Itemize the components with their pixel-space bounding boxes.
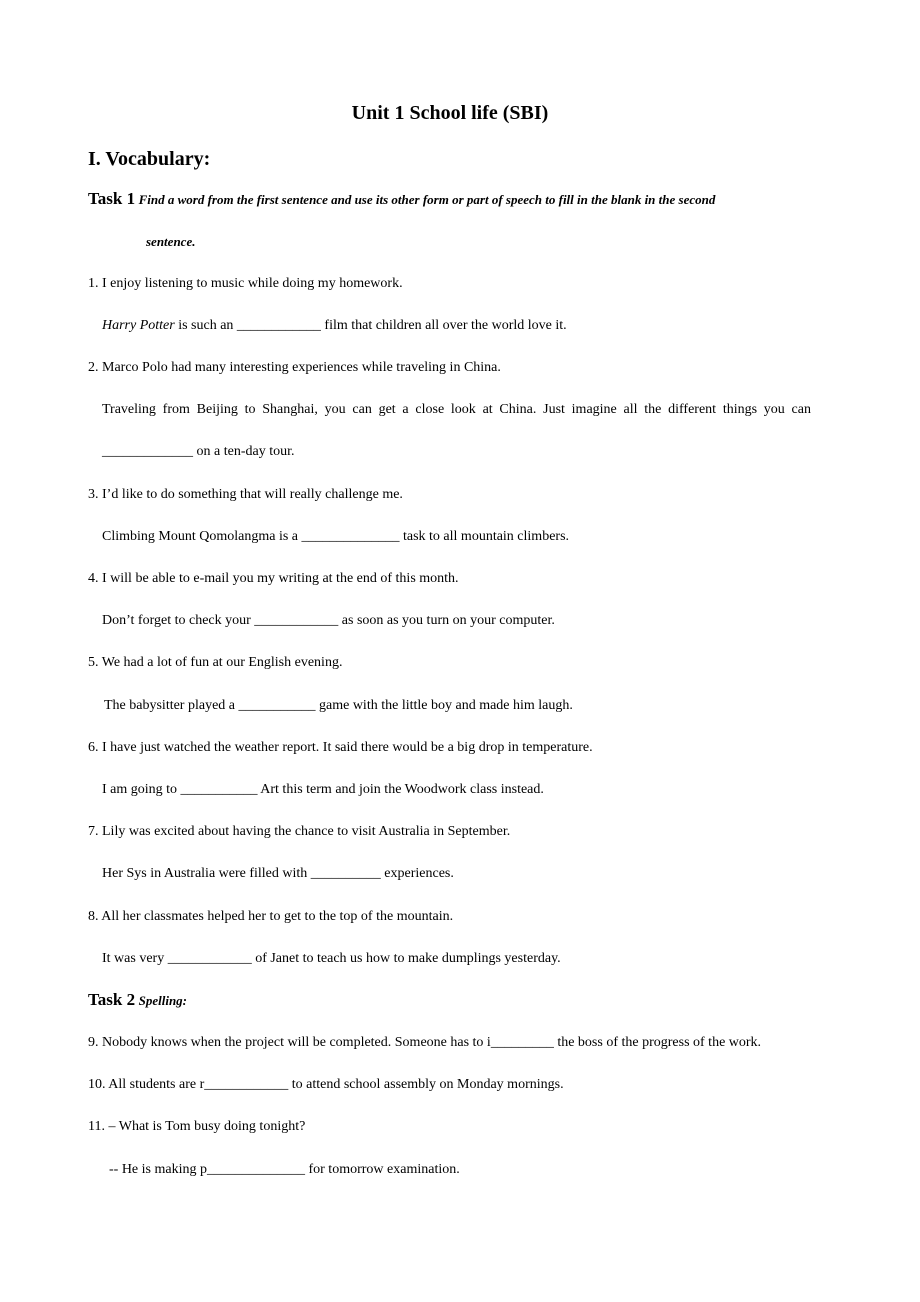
task1-label: Task 1 <box>88 189 136 208</box>
question-11-question: 11. – What is Tom busy doing tonight? <box>88 1119 306 1134</box>
question-8-blank: It was very ____________ of Janet to teach us how to make dumplings yesterday. <box>102 951 561 966</box>
question-3-blank: Climbing Mount Qomolangma is a ______________ task to all mountain climbers. <box>102 529 570 544</box>
task2-instruction <box>88 991 187 1011</box>
question-2-blank-cont: _____________ on a ten-day tour. <box>102 444 295 459</box>
question-10: 10. All students are r____________ to attend school assembly on Monday mornings. <box>88 1077 564 1092</box>
question-11-answer: -- He is making p______________ for tomorrow examination. <box>109 1162 460 1177</box>
question-6-blank: I am going to ___________ Art this term and join the Woodwork class instead. <box>102 782 544 797</box>
page-title: Unit 1 School life (SBI) <box>351 102 549 124</box>
section-heading: I. Vocabulary: <box>88 148 211 170</box>
question-4-blank: Don’t forget to check your ____________ as soon as you turn on your computer. <box>102 613 555 628</box>
question-2-sentence: 2. Marco Polo had many interesting experiences while traveling in China. <box>88 360 501 375</box>
task2-instruction-text: Spelling: <box>138 993 188 1008</box>
question-9: 9. Nobody knows when the project will be completed. Someone has to i_________ the boss of the progress of the work. <box>88 1035 762 1050</box>
task2-label: Task 2 <box>88 990 136 1009</box>
question-7-blank: Her Sys in Australia were filled with __________ experiences. <box>102 866 454 881</box>
book-title: Harry Potter <box>102 318 175 333</box>
question-5-blank: The babysitter played a ___________ game with the little boy and made him laugh. <box>104 698 573 713</box>
question-3-sentence: 3. I’d like to do something that will really challenge me. <box>88 487 403 502</box>
question-1-sentence: 1. I enjoy listening to music while doing my homework. <box>88 276 403 291</box>
question-5-sentence: 5. We had a lot of fun at our English evening. <box>88 655 343 670</box>
task1-instruction <box>88 190 715 210</box>
task1-instruction-text: Find a word from the first sentence and use its other form or part of speech to fill in the blank in the second <box>138 192 716 207</box>
task1-instruction-cont: sentence. <box>146 234 196 249</box>
question-6-sentence: 6. I have just watched the weather report. It said there would be a big drop in temperature. <box>88 740 593 755</box>
question-7-sentence: 7. Lily was excited about having the chance to visit Australia in September. <box>88 824 511 839</box>
question-8-sentence: 8. All her classmates helped her to get to the top of the mountain. <box>88 909 454 924</box>
question-4-sentence: 4. I will be able to e-mail you my writing at the end of this month. <box>88 571 459 586</box>
question-2-blank: Traveling from Beijing to Shanghai, you can get a close look at China. Just imagine all the different things you can <box>102 402 811 417</box>
question-1-blank: Harry Potter is such an ____________ film that children all over the world love it. <box>102 318 567 333</box>
